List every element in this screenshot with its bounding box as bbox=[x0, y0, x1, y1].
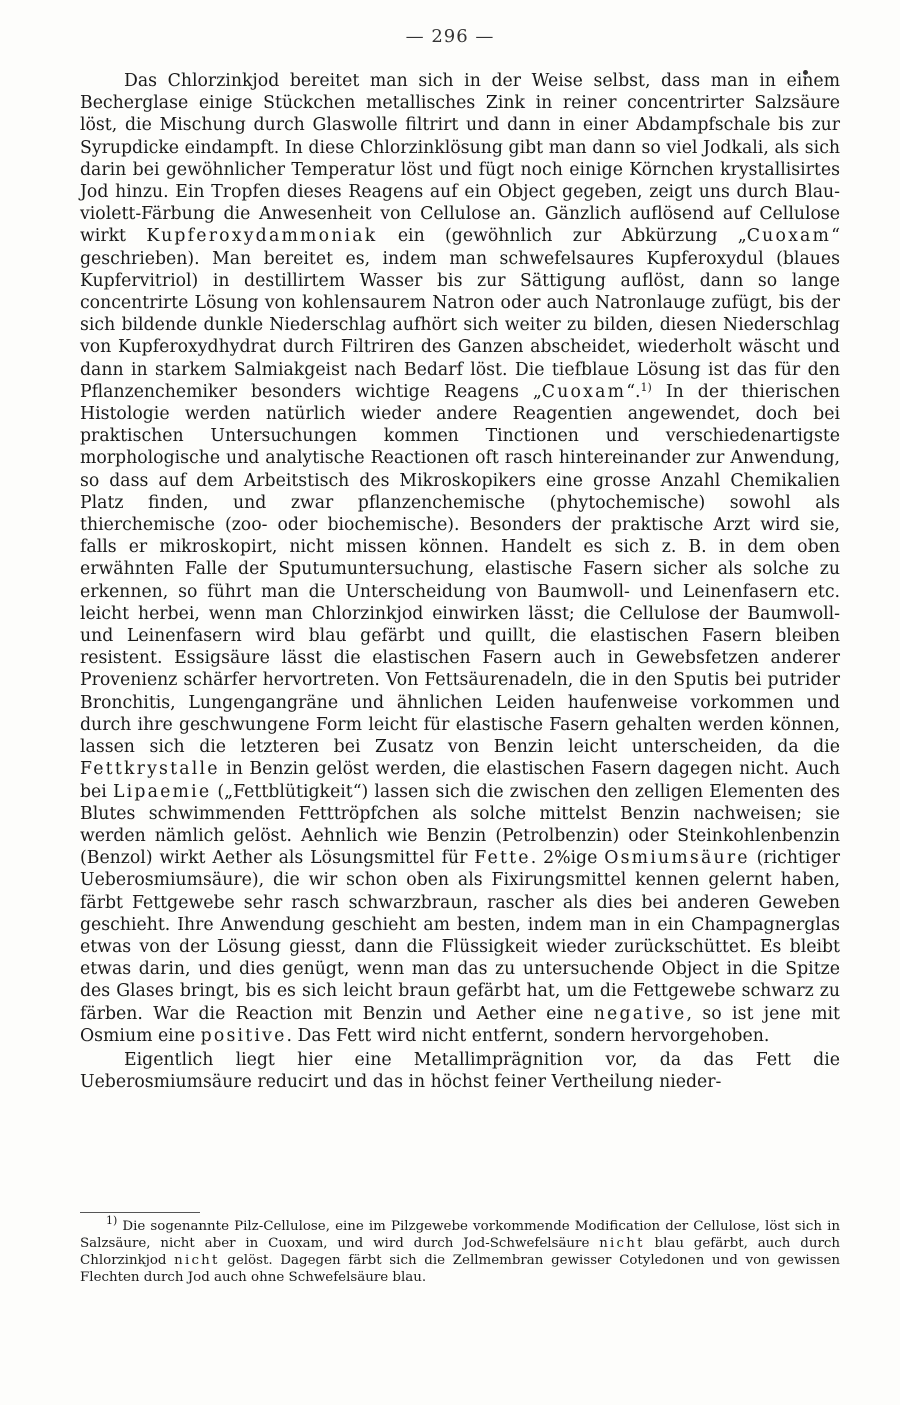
text-run: Das Chlorzinkjod bereitet man sich in der Weise selbst, dass man in einem Becherglase einige Stückchen metallisches Zink in reiner concentrirter Salzsäure löst, die Mischung durch Glaswolle filtrirt und dann in einer Abdampfschale bis zur Syrupdicke eindampft. In diese Chlorzinklösung gibt man dann so viel Jodkali, als sich darin bei gewöhnlicher Temperatur löst und fügt noch einige Körnchen krystallisirtes Jod hinzu. Ein Tropfen dieses Reagens auf ein Object gegeben, zeigt uns durch Blau-violett-Färbung die Anwesenheit von Cellulose an. Gänzlich auflösend auf Cellulose wirkt bbox=[80, 71, 840, 247]
footnote-reference[interactable]: 1) bbox=[640, 380, 652, 394]
page-number: — 296 — bbox=[405, 26, 495, 47]
emphasis-term: Cuoxam bbox=[746, 226, 832, 247]
text-run: in Benzin gelöst werden, die elastischen Fasern dagegen nicht. Auch bei bbox=[80, 759, 840, 802]
paragraph-2: Eigentlich liegt hier eine Metallimprägnition vor, da das Fett die Ueberosmiumsäure reducirt und das in höchst feiner Vertheilung nieder- bbox=[80, 1049, 840, 1093]
emphasis-term: Kupferoxydammoniak bbox=[146, 226, 378, 247]
emphasis-term: Osmiumsäure bbox=[604, 848, 750, 869]
emphasis-term: positive bbox=[200, 1025, 287, 1046]
text-run: , so ist jene mit Osmium eine bbox=[80, 1003, 840, 1046]
text-run: . Das Fett wird nicht entfernt, sondern hervorgehoben. bbox=[286, 1025, 770, 1046]
text-run: In der thierischen Histologie werden natürlich wieder andere Reagentien angewendet, doch bei praktischen Untersuchungen kommen Tinctionen und verschiedenartigste morphologische und analytische Reactionen oft rasch hintereinander zur Anwendung, so dass auf dem Arbeitstisch des Mikroskopikers eine grosse Anzahl Chemikalien Platz finden, und zwar pflanzenchemische (phytochemische) sowohl als thierchemische (zoo- oder biochemische). Besonders der praktische Arzt wird sie, falls er mikroskopirt, nicht missen können. Handelt es sich z. B. in dem oben erwähnten Falle der Sputumuntersuchung, elastische Fasern sicher als solche zu erkennen, so führt man die Unterscheidung von Baumwoll- und Leinenfasern etc. leicht herbei, wenn man Chlorzinkjod einwirken lässt; die Cellulose der Baumwoll- und Leinenfasern wird blau gefärbt und quillt, die elastischen Fasern bleiben resistent. Essigsäure lässt die elastischen Fasern auch in Gewebsfetzen anderer Provenienz schärfer hervortreten. Von Fettsäurenadeln, die in den Sputis bei putrider Bronchitis, Lungengangräne und ähnlichen Leiden haufenweise vorkommen und durch ihre geschwungene Form leicht für elastische Fasern gehalten werden können, lassen sich die letzteren bei Zusatz von Benzin leicht unterscheiden, da die bbox=[80, 381, 840, 758]
text-run: “ geschrieben). Man bereitet es, indem man schwefelsaures Kupferoxydul (blaues Kupfervitriol) in destillirtem Wasser bis zur Sättigung auflöst, dann so lange concentrirte Lösung von kohlensaurem Natron oder auch Natronlauge zufügt, bis der sich bildende dunkle Niederschlag aufhört sich weiter zu bilden, diesen Niederschlag von Kupferoxydhydrat durch Filtriren des Ganzen abscheidet, wiederholt wäscht und dann in starkem Salmiakgeist nach Bedarf löst. Die tiefblaue Lösung ist das für den Pflanzenchemiker besonders wichtige Reagens „ bbox=[80, 226, 840, 402]
footnote-text bbox=[80, 1214, 840, 1286]
footnote-marker: 1) bbox=[106, 1214, 118, 1227]
text-run: gelöst. Dagegen färbt sich die Zellmembran gewisser Cotyledonen und von gewissen Flechten durch Jod auch ohne Schwefelsäure blau. bbox=[80, 1253, 840, 1285]
emphasis-term: Cuoxam bbox=[541, 381, 627, 402]
emphasis-term: negative bbox=[593, 1003, 687, 1024]
emphasis-term: Fettkrystalle bbox=[80, 759, 220, 780]
text-run: („Fettblütigkeit“) lassen sich die zwischen den zelligen Elementen des Blutes schwimmenden Fetttröpfchen als solche mittelst Benzin nachweisen; sie werden nämlich gelöst. Aehnlich wie Benzin (Petrolbenzin) oder Steinkohlenbenzin (Benzol) wirkt Aether als Lösungsmittel für bbox=[80, 781, 840, 869]
paragraph-1 bbox=[80, 70, 840, 1047]
footnote bbox=[80, 1214, 840, 1286]
text-run: Die sogenannte Pilz-Cellulose, eine im Pilzgewebe vorkommende Modification der Cellulose, löst sich in Salzsäure, nicht aber in Cuoxam, und wird durch Jod-Schwefelsäure bbox=[80, 1219, 840, 1251]
emphasis-term: nicht bbox=[174, 1253, 220, 1268]
text-run: . 2%ige bbox=[530, 848, 605, 869]
emphasis-term: Lipaemie bbox=[112, 781, 212, 802]
main-text bbox=[80, 70, 840, 1093]
emphasis-term: nicht bbox=[599, 1236, 645, 1251]
text-run: blau gefärbt, auch durch Chlorzinkjod bbox=[80, 1236, 840, 1268]
footnote-separator bbox=[80, 1212, 200, 1213]
text-run: ein (gewöhnlich zur Abkürzung „ bbox=[377, 226, 747, 247]
text-run: “. bbox=[626, 381, 641, 402]
emphasis-term: Fette bbox=[474, 848, 531, 869]
text-run: (richtiger Ueberosmiumsäure), die wir schon oben als Fixirungsmittel kennen gelernt haben, färbt Fettgewebe sehr rasch schwarzbraun, rascher als dies bei anderen Geweben geschieht. Ihre Anwendung geschieht am besten, indem man in ein Champagnerglas etwas von der Lösung giesst, dann die Flüssigkeit wieder zurückschüttet. Es bleibt etwas darin, und dies genügt, wenn man das zu untersuchende Object in die Spitze des Glases bringt, bis es sich leicht braun gefärbt hat, um die Fettgewebe schwarz zu färben. War die Reaction mit Benzin und Aether eine bbox=[80, 848, 840, 1024]
